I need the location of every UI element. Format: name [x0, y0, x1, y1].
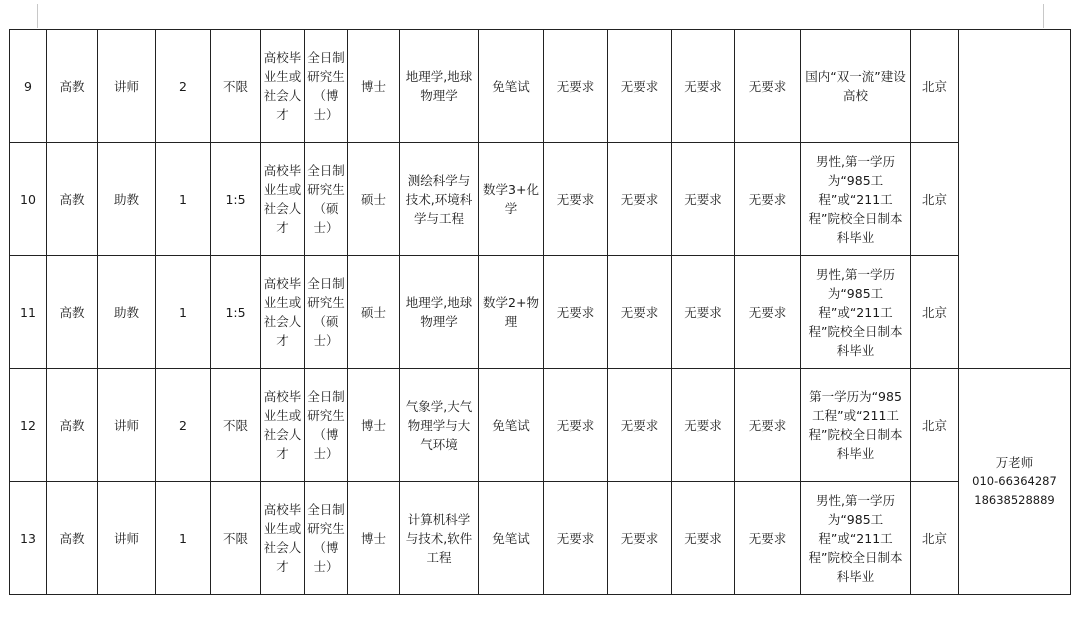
- exam-cell: 数学2+物理: [479, 256, 544, 369]
- major-cell: 气象学,大气物理学与大气环境: [400, 369, 479, 482]
- location-cell: 北京: [911, 482, 959, 595]
- page-margin-mark-left: [37, 4, 38, 28]
- location-cell: 北京: [911, 256, 959, 369]
- table-row: [10, 482, 1071, 595]
- contact-cell-empty: [959, 30, 1071, 369]
- count-cell: 2: [156, 369, 211, 482]
- requirement-cell: 无要求: [608, 256, 672, 369]
- requirement-cell: 无要求: [672, 369, 735, 482]
- contact-phone-landline: 010-66364287: [972, 474, 1057, 488]
- major-cell: 测绘科学与技术,环境科学与工程: [400, 143, 479, 256]
- education-cell: 全日制研究生（博士）: [305, 30, 348, 143]
- contact-name: 万老师: [995, 455, 1034, 470]
- requirement-cell: 无要求: [608, 143, 672, 256]
- row-number: 12: [10, 369, 47, 482]
- table-row: [10, 256, 1071, 369]
- source-cell: 高校毕业生或社会人才: [261, 143, 305, 256]
- remark-cell: 国内“双一流”建设高校: [801, 30, 911, 143]
- ratio-cell: 不限: [211, 369, 261, 482]
- requirement-cell: 无要求: [544, 482, 608, 595]
- degree-cell: 博士: [348, 369, 400, 482]
- requirement-cell: 无要求: [608, 482, 672, 595]
- category-cell: 高教: [47, 369, 98, 482]
- table-row: [10, 369, 1071, 482]
- requirement-cell: 无要求: [672, 482, 735, 595]
- ratio-cell: 1:5: [211, 143, 261, 256]
- degree-cell: 博士: [348, 30, 400, 143]
- table-row: [10, 30, 1071, 143]
- remark-cell: 男性,第一学历为“985工程”或“211工程”院校全日制本科毕业: [801, 482, 911, 595]
- count-cell: 1: [156, 482, 211, 595]
- location-cell: 北京: [911, 143, 959, 256]
- requirement-cell: 无要求: [672, 30, 735, 143]
- education-cell: 全日制研究生（博士）: [305, 369, 348, 482]
- remark-cell: 男性,第一学历为“985工程”或“211工程”院校全日制本科毕业: [801, 256, 911, 369]
- education-cell: 全日制研究生（博士）: [305, 482, 348, 595]
- requirement-cell: 无要求: [544, 369, 608, 482]
- ratio-cell: 不限: [211, 482, 261, 595]
- contact-cell: [959, 369, 1071, 595]
- location-cell: 北京: [911, 369, 959, 482]
- exam-cell: 数学3+化学: [479, 143, 544, 256]
- major-cell: 地理学,地球物理学: [400, 30, 479, 143]
- ratio-cell: 不限: [211, 30, 261, 143]
- count-cell: 1: [156, 256, 211, 369]
- count-cell: 2: [156, 30, 211, 143]
- location-cell: 北京: [911, 30, 959, 143]
- position-cell: 讲师: [98, 30, 156, 143]
- exam-cell: 免笔试: [479, 369, 544, 482]
- exam-cell: 免笔试: [479, 30, 544, 143]
- requirement-cell: 无要求: [544, 30, 608, 143]
- major-cell: 地理学,地球物理学: [400, 256, 479, 369]
- source-cell: 高校毕业生或社会人才: [261, 369, 305, 482]
- requirement-cell: 无要求: [735, 256, 801, 369]
- requirement-cell: 无要求: [735, 30, 801, 143]
- row-number: 13: [10, 482, 47, 595]
- category-cell: 高教: [47, 143, 98, 256]
- source-cell: 高校毕业生或社会人才: [261, 482, 305, 595]
- education-cell: 全日制研究生（硕士）: [305, 256, 348, 369]
- requirement-cell: 无要求: [608, 369, 672, 482]
- position-cell: 助教: [98, 256, 156, 369]
- table-row: [10, 143, 1071, 256]
- category-cell: 高教: [47, 30, 98, 143]
- exam-cell: 免笔试: [479, 482, 544, 595]
- position-cell: 助教: [98, 143, 156, 256]
- source-cell: 高校毕业生或社会人才: [261, 30, 305, 143]
- requirement-cell: 无要求: [672, 256, 735, 369]
- page-margin-mark-right: [1043, 4, 1044, 28]
- source-cell: 高校毕业生或社会人才: [261, 256, 305, 369]
- remark-cell: 男性,第一学历为“985工程”或“211工程”院校全日制本科毕业: [801, 143, 911, 256]
- requirement-cell: 无要求: [544, 143, 608, 256]
- requirement-cell: 无要求: [735, 143, 801, 256]
- degree-cell: 硕士: [348, 256, 400, 369]
- requirement-cell: 无要求: [672, 143, 735, 256]
- row-number: 10: [10, 143, 47, 256]
- position-cell: 讲师: [98, 482, 156, 595]
- row-number: 11: [10, 256, 47, 369]
- remark-cell: 第一学历为“985工程”或“211工程”院校全日制本科毕业: [801, 369, 911, 482]
- major-cell: 计算机科学与技术,软件工程: [400, 482, 479, 595]
- category-cell: 高教: [47, 482, 98, 595]
- position-cell: 讲师: [98, 369, 156, 482]
- requirement-cell: 无要求: [735, 482, 801, 595]
- requirement-cell: 无要求: [544, 256, 608, 369]
- requirement-cell: 无要求: [608, 30, 672, 143]
- contact-phone-mobile: 18638528889: [974, 493, 1055, 507]
- ratio-cell: 1:5: [211, 256, 261, 369]
- category-cell: 高教: [47, 256, 98, 369]
- row-number: 9: [10, 30, 47, 143]
- degree-cell: 博士: [348, 482, 400, 595]
- education-cell: 全日制研究生（硕士）: [305, 143, 348, 256]
- recruitment-table: [9, 29, 1071, 595]
- requirement-cell: 无要求: [735, 369, 801, 482]
- degree-cell: 硕士: [348, 143, 400, 256]
- count-cell: 1: [156, 143, 211, 256]
